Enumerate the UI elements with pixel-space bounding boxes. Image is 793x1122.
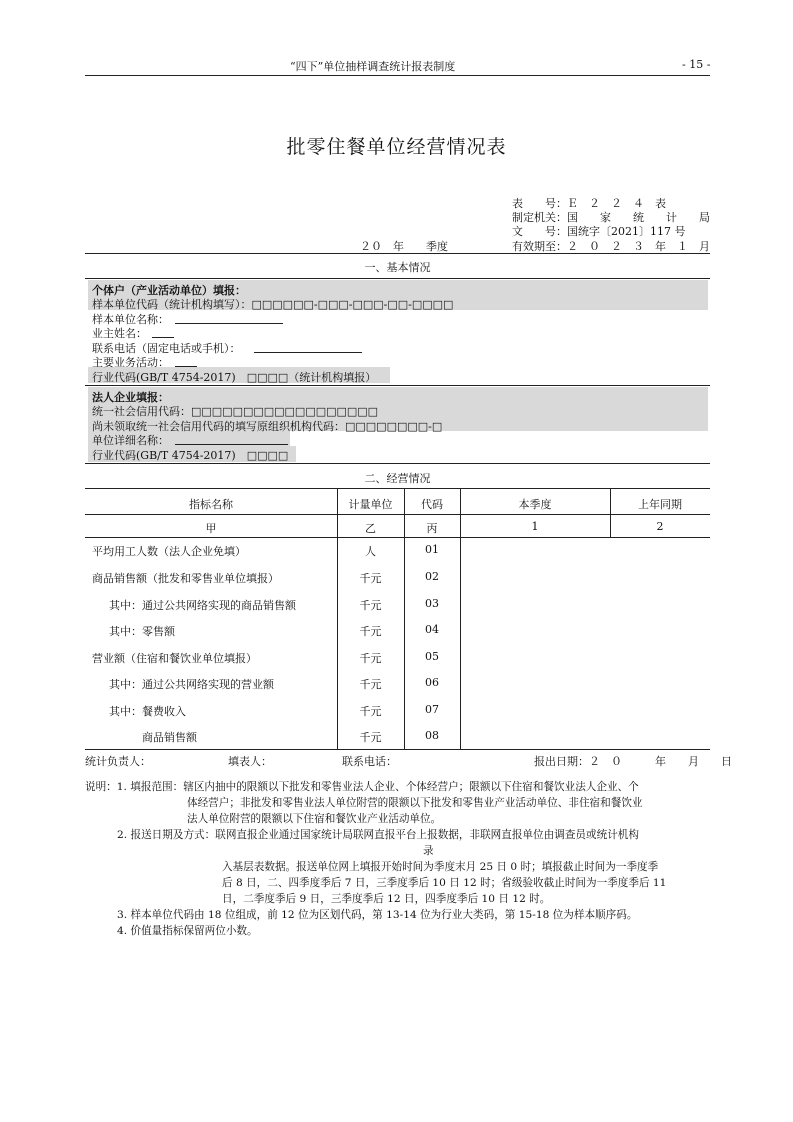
row-code: 02 bbox=[425, 570, 439, 583]
note-4: 4. 价值量指标保留两位小数。 bbox=[117, 925, 258, 937]
contact-phone-label: 联系电话： bbox=[342, 755, 397, 768]
row-unit: 千元 bbox=[359, 678, 382, 691]
owner-name-label: 业主姓名： bbox=[92, 327, 147, 340]
row-unit: 千元 bbox=[359, 652, 382, 665]
running-header-title: “四下”单位抽样调查统计报表制度 bbox=[290, 60, 456, 73]
note-1-line-2: 体经营户；非批发和零售业法人单位附营的限额以下批发和零售业产业活动单位、非住宿和餐饮业 bbox=[187, 797, 643, 809]
note-2-line-4: 后 8 日，二、四季度季后 7 日，三季度季后 10 日 12 时；省级验收截止时间为一季度季后 11 bbox=[222, 877, 667, 889]
row-unit: 千元 bbox=[359, 599, 382, 612]
row-name: 其中：餐费收入 bbox=[98, 705, 186, 718]
org-code-field[interactable]: 尚未领取统一社会信用代码的填写原组织机构代码：□□□□□□□□-□ bbox=[92, 420, 443, 433]
row-code: 01 bbox=[425, 543, 439, 556]
note-1-line-1: 说明：1. 填报范围：辖区内抽中的限额以下批发和零售业法人企业、个体经营户；限额以下住宿和餐饮业法人企业、个 bbox=[85, 781, 639, 793]
row-code: 08 bbox=[425, 729, 439, 742]
col-header-last-year: 上年同期 bbox=[638, 498, 682, 511]
phone-input[interactable] bbox=[254, 341, 362, 353]
industry-code-individual[interactable]: 行业代码(GB/T 4754-2017) □□□□（统计机构填报） bbox=[92, 371, 377, 384]
credit-code-field[interactable]: 统一社会信用代码：□□□□□□□□□□□□□□□□□□ bbox=[92, 405, 379, 418]
form-number: 表 号：Ｅ ２ ２ ４ 表 bbox=[512, 197, 666, 210]
row-name: 其中：通过公共网络实现的商品销售额 bbox=[98, 599, 296, 612]
note-2-line-5: 日，二季度季后 9 日，三季度季后 12 日，四季度季后 10 日 12 时。 bbox=[222, 893, 551, 905]
valid-until: 有效期至：２ ０ ２ ３ 年 １ 月 bbox=[512, 240, 710, 253]
row-name: 营业额（住宿和餐饮业单位填报） bbox=[92, 652, 257, 665]
sample-code-field[interactable]: 样本单位代码（统计机构填写）：□□□□□□-□□□-□□□-□□-□□□□ bbox=[92, 298, 454, 311]
row-code: 07 bbox=[425, 703, 439, 716]
row-name: 其中：通过公共网络实现的营业额 bbox=[98, 678, 274, 691]
note-1-line-3: 法人单位附营的限额以下住宿和餐饮业产业活动单位。 bbox=[187, 813, 442, 825]
row-code: 06 bbox=[425, 676, 439, 689]
page-number: - 15 - bbox=[682, 58, 711, 71]
note-2-line-2: 录 bbox=[423, 845, 434, 857]
individual-heading: 个体户（产业活动单位）填报： bbox=[92, 284, 246, 297]
report-period: ２０ 年 季度 bbox=[360, 240, 448, 253]
row-code: 03 bbox=[425, 597, 439, 610]
row-unit: 千元 bbox=[359, 572, 382, 585]
subheader-2: 2 bbox=[656, 520, 664, 533]
document-number: 文 号：国统字〔2021〕117 号 bbox=[512, 225, 686, 238]
subheader-jia: 甲 bbox=[205, 522, 217, 535]
detail-name-input[interactable] bbox=[175, 433, 288, 445]
sample-name-label: 样本单位名称： bbox=[92, 313, 169, 326]
row-unit: 千元 bbox=[359, 625, 382, 638]
header-rule bbox=[85, 75, 710, 76]
row-code: 05 bbox=[425, 650, 439, 663]
row-name: 商品销售额（批发和零售业单位填报） bbox=[92, 572, 279, 585]
main-business-input[interactable] bbox=[175, 355, 197, 367]
subheader-bing: 丙 bbox=[426, 522, 438, 535]
form-title: 批零住餐单位经营情况表 bbox=[286, 136, 507, 158]
row-name: 商品销售额 bbox=[98, 731, 197, 744]
industry-code-legal[interactable]: 行业代码(GB/T 4754-2017) □□□□ bbox=[92, 449, 289, 462]
filler-label: 填表人： bbox=[228, 755, 272, 768]
stat-head-label: 统计负责人： bbox=[85, 755, 151, 768]
main-business-label: 主要业务活动： bbox=[92, 356, 169, 369]
row-name: 平均用工人数（法人企业免填） bbox=[92, 545, 246, 558]
report-date-label: 报出日期：２ ０ 年 月 日 bbox=[534, 755, 732, 768]
col-header-code: 代码 bbox=[421, 498, 443, 511]
row-unit: 人 bbox=[365, 545, 376, 558]
col-header-unit: 计量单位 bbox=[348, 498, 393, 511]
sample-name-input[interactable] bbox=[175, 312, 283, 324]
phone-label: 联系电话（固定电话或手机）： bbox=[92, 342, 241, 355]
note-3: 3. 样本单位代码由 18 位组成，前 12 位为区划代码，第 13-14 位为行业大类码，第 15-18 位为样本顺序码。 bbox=[117, 909, 638, 921]
col-header-current: 本季度 bbox=[518, 498, 552, 511]
section-operation-title: 二、经营情况 bbox=[364, 472, 431, 485]
row-unit: 千元 bbox=[359, 731, 382, 744]
legal-heading: 法人企业填报： bbox=[92, 391, 169, 404]
subheader-1: 1 bbox=[531, 520, 539, 533]
note-2-line-1: 2. 报送日期及方式：联网直报企业通过国家统计局联网直报平台上报数据，非联网直报单位由调查员或统计机构 bbox=[117, 829, 639, 841]
issuing-authority: 制定机关：国 家 统 计 局 bbox=[512, 211, 710, 224]
col-header-indicator: 指标名称 bbox=[189, 498, 233, 511]
note-2-line-3: 入基层表数据。报送单位网上填报开始时间为季度末月 25 日 0 时；填报截止时间为一季度季 bbox=[222, 861, 659, 873]
owner-name-input[interactable] bbox=[152, 326, 174, 338]
subheader-yi: 乙 bbox=[365, 522, 376, 535]
row-code: 04 bbox=[425, 623, 439, 636]
detail-name-label: 单位详细名称： bbox=[92, 434, 169, 447]
section-basic-title: 一、基本情况 bbox=[364, 261, 431, 274]
row-unit: 千元 bbox=[359, 705, 382, 718]
row-name: 其中：零售额 bbox=[98, 625, 175, 638]
